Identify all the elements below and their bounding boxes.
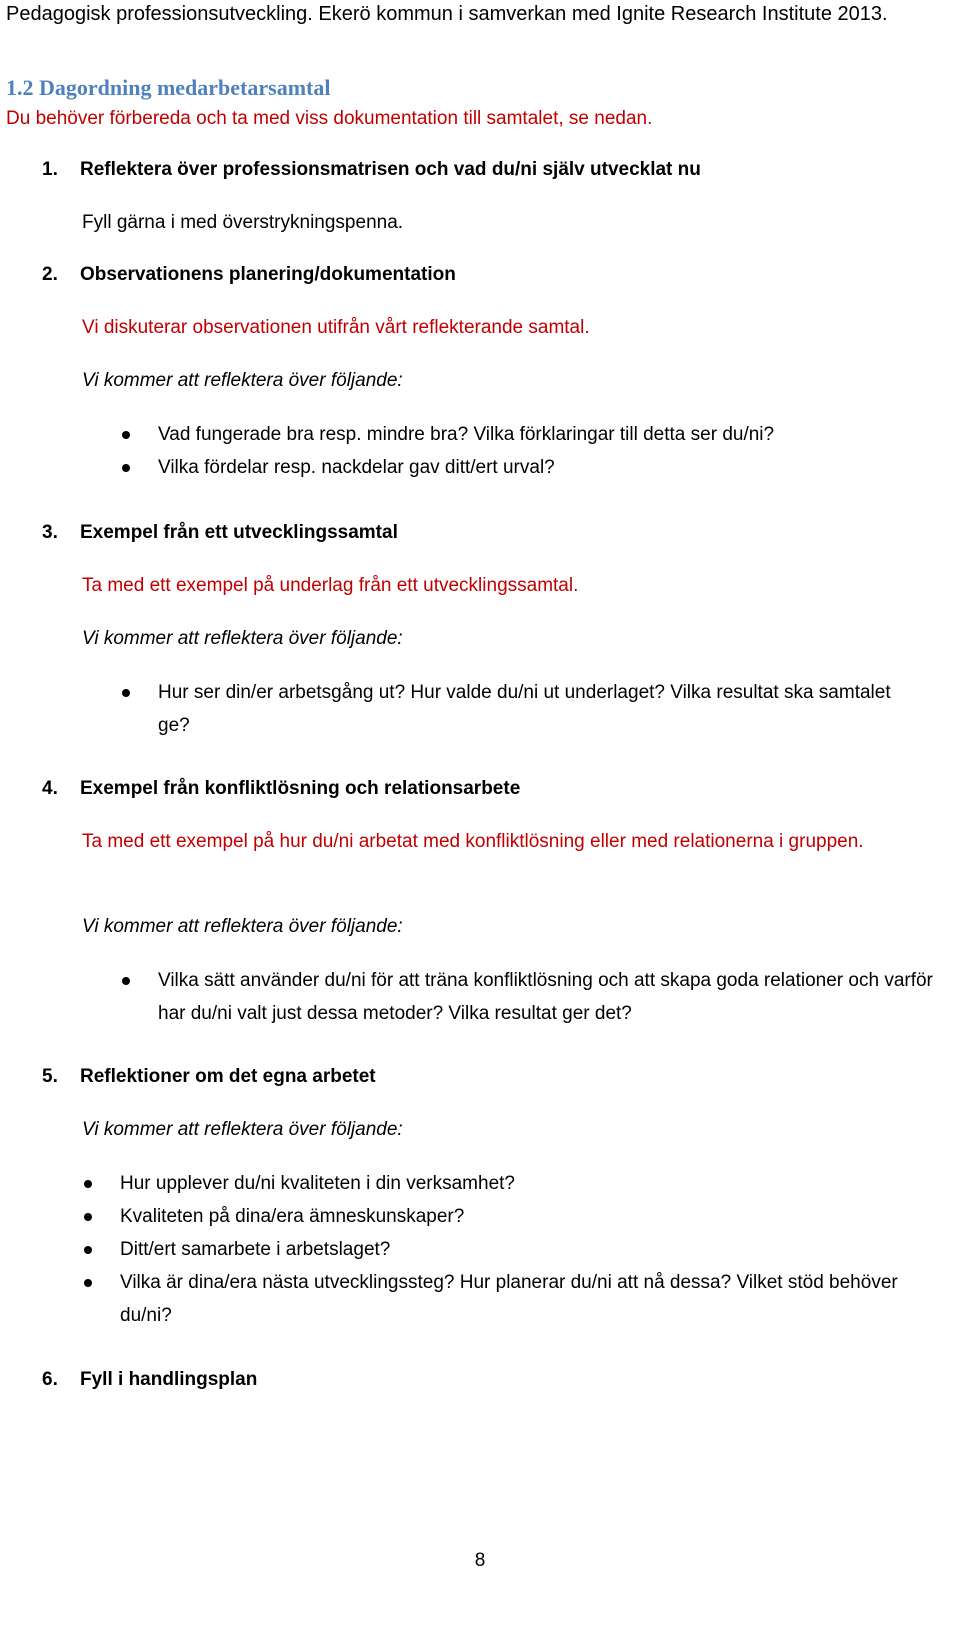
item-1-text: Fyll gärna i med överstrykningspenna. bbox=[82, 212, 404, 233]
bullet-icon bbox=[84, 1279, 92, 1287]
bullet-icon bbox=[122, 464, 130, 472]
bullet-icon bbox=[122, 689, 130, 697]
item-4-title bbox=[42, 775, 520, 803]
item-4-reflect-label: Vi kommer att reflektera över följande: bbox=[82, 916, 403, 937]
bullet-icon bbox=[84, 1180, 92, 1188]
item-number: 3. bbox=[42, 522, 58, 543]
bullet-icon bbox=[84, 1213, 92, 1221]
item-6-title bbox=[42, 1366, 257, 1394]
item-number: 4. bbox=[42, 778, 58, 799]
item-number: 1. bbox=[42, 159, 58, 180]
section-heading: 1.2 Dagordning medarbetarsamtal bbox=[6, 75, 331, 100]
list-item: Ditt/ert samarbete i arbetslaget? bbox=[120, 1233, 930, 1266]
list-item: Vilka är dina/era nästa utvecklingssteg? Hur planerar du/ni att nå dessa? Vilket stöd behöver du/ni? bbox=[120, 1266, 920, 1332]
item-title-text: Observationens planering/dokumentation bbox=[80, 264, 456, 285]
list-item: Kvaliteten på dina/era ämneskunskaper? bbox=[120, 1200, 930, 1233]
bullet-icon bbox=[84, 1246, 92, 1254]
page-header: Pedagogisk professionsutveckling. Ekerö kommun i samverkan med Ignite Research Institute 2013. bbox=[6, 3, 888, 25]
item-5-reflect-label: Vi kommer att reflektera över följande: bbox=[82, 1119, 403, 1140]
item-3-note: Ta med ett exempel på underlag från ett utvecklingssamtal. bbox=[82, 575, 579, 596]
item-title-text: Exempel från konfliktlösning och relationsarbete bbox=[80, 778, 521, 799]
item-2-reflect-label: Vi kommer att reflektera över följande: bbox=[82, 370, 403, 391]
item-number: 6. bbox=[42, 1369, 58, 1390]
list-item: Vad fungerade bra resp. mindre bra? Vilka förklaringar till detta ser du/ni? bbox=[158, 418, 948, 451]
page-number: 8 bbox=[474, 1550, 486, 1571]
item-title-text: Reflektera över professionsmatrisen och vad du/ni själv utvecklat nu bbox=[80, 159, 701, 180]
item-number: 2. bbox=[42, 264, 58, 285]
item-title-text: Fyll i handlingsplan bbox=[80, 1369, 258, 1390]
bullet-icon bbox=[122, 431, 130, 439]
item-3-reflect-label: Vi kommer att reflektera över följande: bbox=[82, 628, 403, 649]
list-item: Vilka sätt använder du/ni för att träna konfliktlösning och att skapa goda relationer och varför har du/ni valt just dessa metoder? Vilka resultat ger det? bbox=[158, 964, 948, 1030]
item-5-title bbox=[42, 1063, 376, 1091]
item-4-note: Ta med ett exempel på hur du/ni arbetat med konfliktlösning eller med relationerna i gruppen. bbox=[82, 831, 864, 852]
item-number: 5. bbox=[42, 1066, 58, 1087]
item-1-title bbox=[42, 156, 701, 184]
list-item: Hur upplever du/ni kvaliteten i din verksamhet? bbox=[120, 1167, 930, 1200]
intro-text: Du behöver förbereda och ta med viss dokumentation till samtalet, se nedan. bbox=[6, 108, 653, 129]
item-title-text: Exempel från ett utvecklingssamtal bbox=[80, 522, 398, 543]
item-3-title bbox=[42, 519, 398, 547]
bullet-icon bbox=[122, 977, 130, 985]
item-title-text: Reflektioner om det egna arbetet bbox=[80, 1066, 376, 1087]
item-2-title bbox=[42, 261, 456, 289]
item-2-note: Vi diskuterar observationen utifrån vårt reflekterande samtal. bbox=[82, 317, 590, 338]
list-item: Vilka fördelar resp. nackdelar gav ditt/ert urval? bbox=[158, 451, 948, 484]
list-item: Hur ser din/er arbetsgång ut? Hur valde du/ni ut underlaget? Vilka resultat ska samtalet ge? bbox=[158, 676, 918, 742]
